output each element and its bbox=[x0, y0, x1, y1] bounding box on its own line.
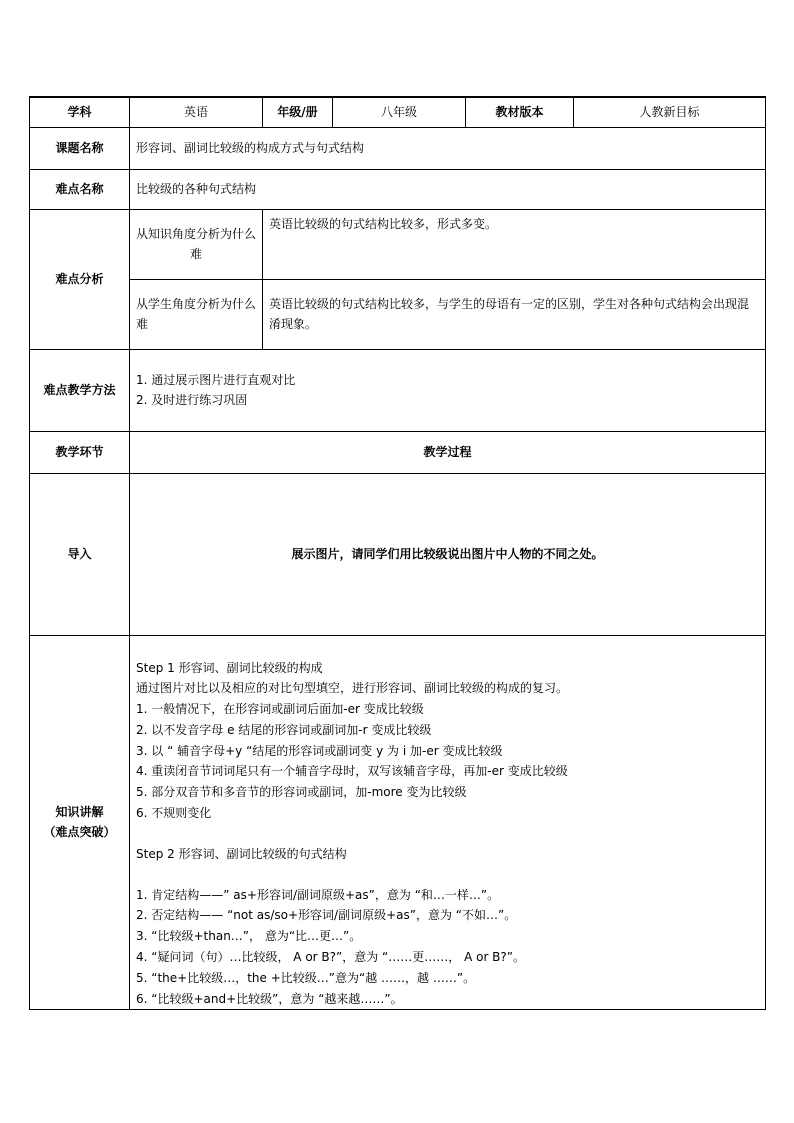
step2-line: 4. “疑问词（句）…比较级， A or B?”，意为 “……更……， A or B?”。 bbox=[136, 950, 526, 965]
textbook-label: 教材版本 bbox=[466, 97, 574, 127]
difficulty-value: 比较级的各种句式结构 bbox=[130, 169, 766, 209]
knowledge-content bbox=[130, 635, 766, 1010]
intro-text: 展示图片，请同学们用比较级说出图片中人物的不同之处。 bbox=[130, 473, 766, 635]
analysis-student-label: 从学生角度分析为什么难 bbox=[130, 279, 263, 349]
step1-line: 5. 部分双音节和多音节的形容词或副词，加-more 变为比较级 bbox=[136, 785, 467, 800]
subject-label: 学科 bbox=[30, 97, 130, 127]
intro-label: 导入 bbox=[30, 473, 130, 635]
knowledge-label-line1: 知识讲解 bbox=[55, 805, 104, 820]
knowledge-row bbox=[30, 635, 766, 1010]
grade-label: 年级/册 bbox=[263, 97, 333, 127]
step1-line: 2. 以不发音字母 e 结尾的形容词或副词加-r 变成比较级 bbox=[136, 722, 432, 737]
textbook-value: 人教新目标 bbox=[574, 97, 766, 127]
step2-line: 6. “比较级+and+比较级”，意为 “越来越……”。 bbox=[136, 991, 403, 1006]
header-row bbox=[30, 97, 766, 127]
process-header-row bbox=[30, 431, 766, 473]
analysis-knowledge-row bbox=[30, 209, 766, 279]
step1-line: 6. 不规则变化 bbox=[136, 806, 212, 821]
knowledge-label bbox=[30, 635, 130, 1010]
methods-item: 2. 及时进行练习巩固 bbox=[136, 393, 248, 407]
analysis-knowledge-value: 英语比较级的句式结构比较多，形式多变。 bbox=[263, 209, 766, 279]
difficulty-label: 难点名称 bbox=[30, 169, 130, 209]
step2-line: 1. 肯定结构——” as+形容词/副词原级+as”，意为 “和…一样…”。 bbox=[136, 887, 500, 902]
analysis-label: 难点分析 bbox=[30, 209, 130, 349]
lesson-name-label: 课题名称 bbox=[30, 127, 130, 169]
stage-label: 教学环节 bbox=[30, 431, 130, 473]
step1-line: 4. 重读闭音节词词尾只有一个辅音字母时，双写该辅音字母，再加-er 变成比较级 bbox=[136, 764, 568, 779]
step2-title: Step 2 形容词、副词比较级的句式结构 bbox=[136, 846, 347, 861]
lesson-name-value: 形容词、副词比较级的构成方式与句式结构 bbox=[130, 127, 766, 169]
step1-line: 1. 一般情况下，在形容词或副词后面加-er 变成比较级 bbox=[136, 702, 424, 717]
difficulty-row bbox=[30, 169, 766, 209]
lesson-name-row bbox=[30, 127, 766, 169]
analysis-student-value: 英语比较级的句式结构比较多，与学生的母语有一定的区别，学生对各种句式结构会出现混淆现象。 bbox=[263, 279, 766, 349]
subject-value: 英语 bbox=[130, 97, 263, 127]
step1-line: 3. 以 “ 辅音字母+y “结尾的形容词或副词变 y 为 i 加-er 变成比较级 bbox=[136, 743, 503, 758]
process-label: 教学过程 bbox=[130, 431, 766, 473]
lesson-plan-sheet bbox=[29, 96, 765, 1008]
step2-line: 2. 否定结构—— “not as/so+形容词/副词原级+as”，意为 “不如…”。 bbox=[136, 908, 517, 923]
knowledge-label-line2: （难点突破） bbox=[43, 825, 116, 840]
lesson-plan-table bbox=[29, 96, 766, 1010]
step1-line: 通过图片对比以及相应的对比句型填空，进行形容词、副词比较级的构成的复习。 bbox=[136, 681, 569, 696]
grade-value: 八年级 bbox=[333, 97, 466, 127]
methods-label: 难点教学方法 bbox=[30, 349, 130, 431]
step2-line: 3. “比较级+than…”， 意为“比…更…”。 bbox=[136, 929, 362, 944]
methods-list bbox=[130, 349, 766, 431]
analysis-student-row bbox=[30, 279, 766, 349]
methods-item: 1. 通过展示图片进行直观对比 bbox=[136, 373, 296, 387]
step2-line: 5. “the+比较级…，the +比较级…”意为“越 ……，越 ……”。 bbox=[136, 970, 476, 985]
step1-line: Step 1 形容词、副词比较级的构成 bbox=[136, 660, 323, 675]
analysis-knowledge-label: 从知识角度分析为什么难 bbox=[130, 209, 263, 279]
intro-row bbox=[30, 473, 766, 635]
methods-row bbox=[30, 349, 766, 431]
